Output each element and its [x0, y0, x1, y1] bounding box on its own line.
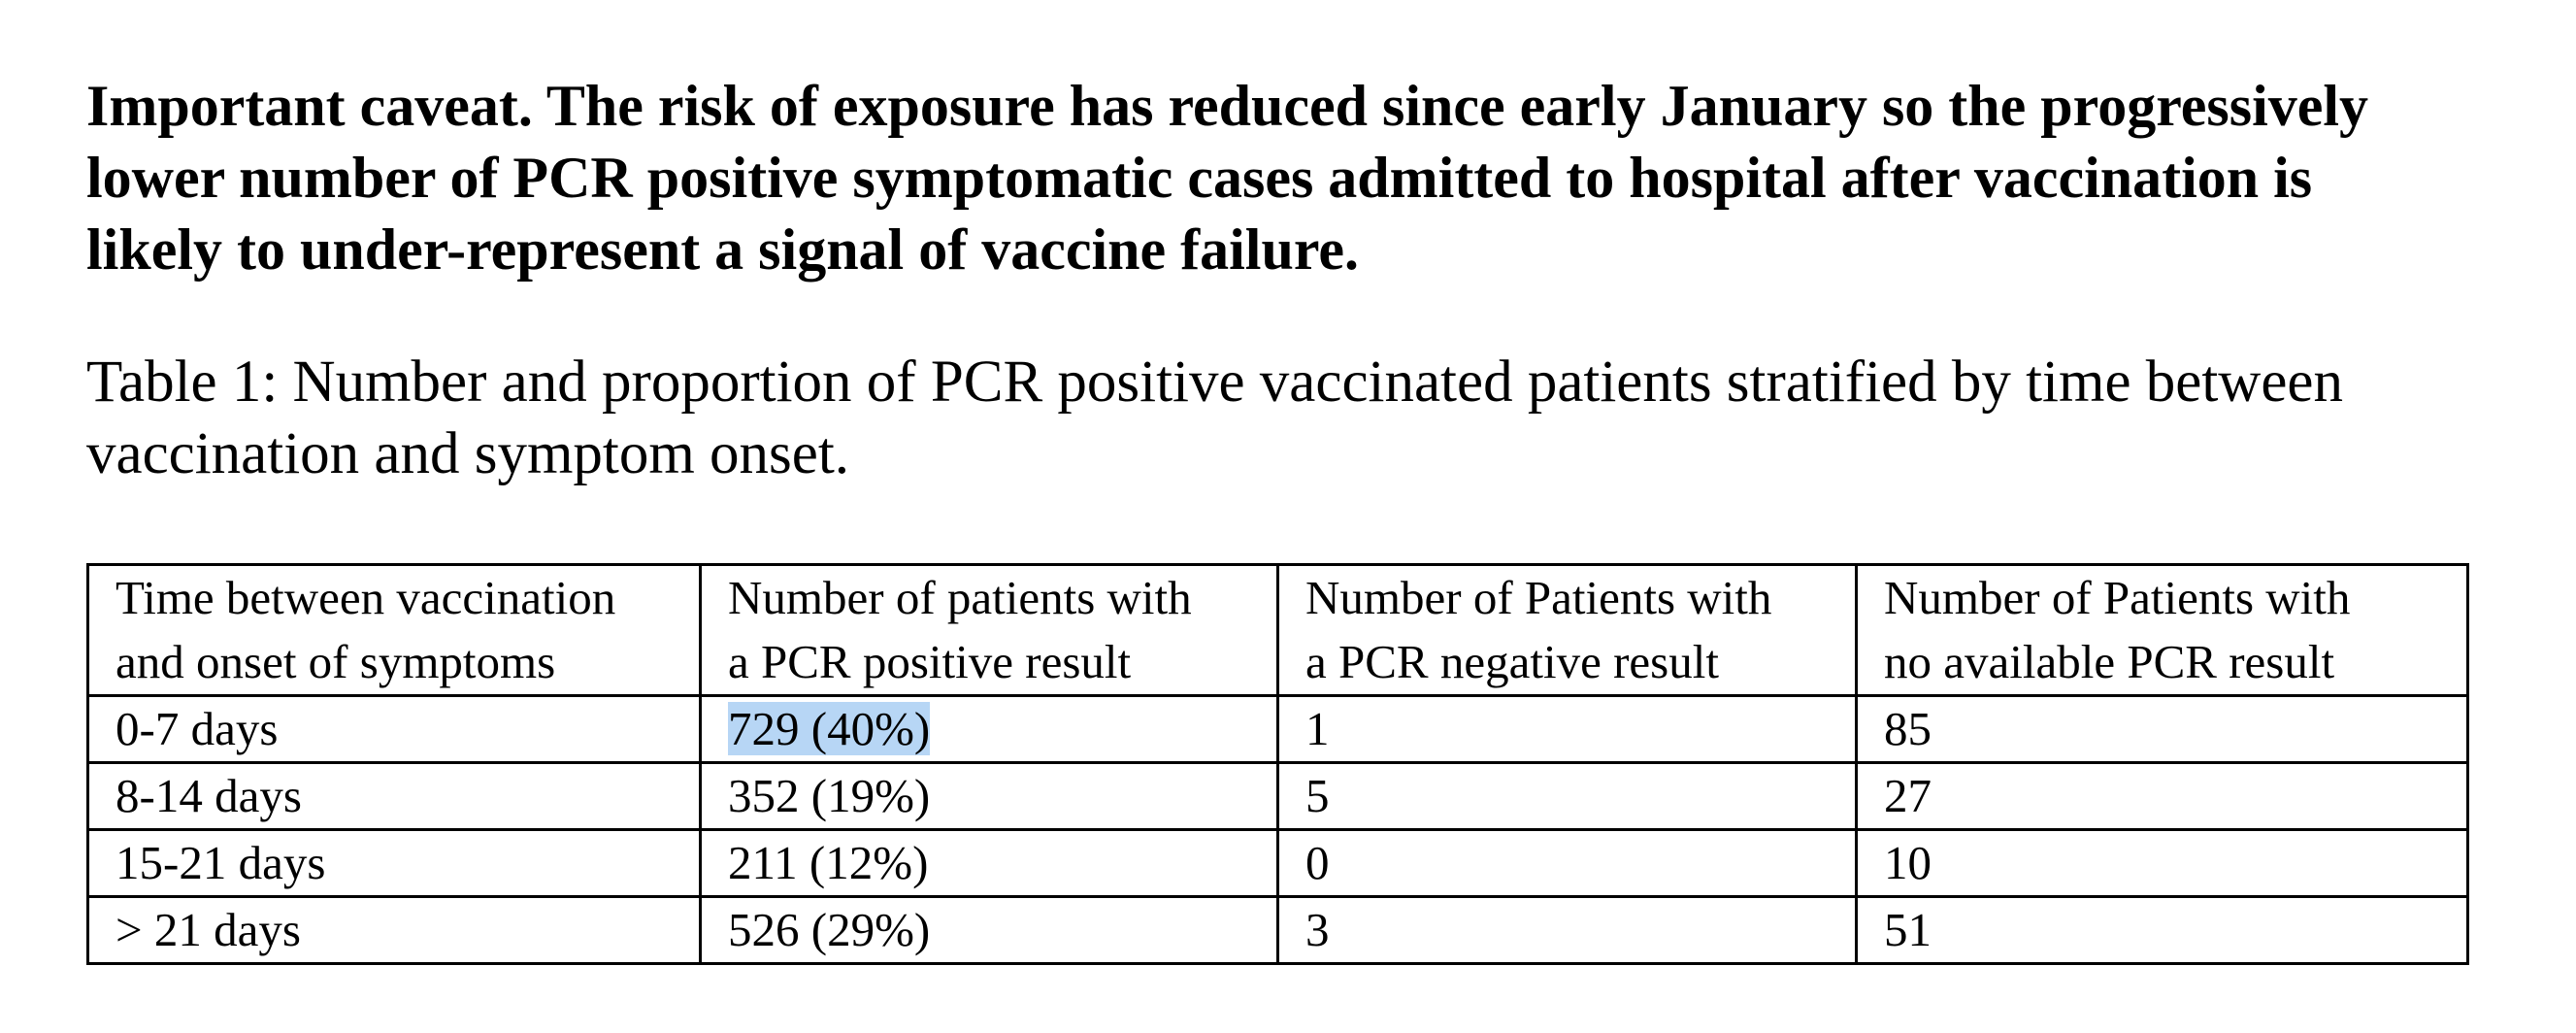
- table-cell: 0-7 days: [88, 696, 701, 763]
- caveat-line: Important caveat. The risk of exposure has reduced since early January so the progressively: [86, 74, 2369, 138]
- table-cell: 51: [1857, 897, 2468, 964]
- caveat-line: lower number of PCR positive symptomatic cases admitted to hospital after vaccination is: [86, 146, 2313, 210]
- table-cell: 0: [1278, 830, 1857, 897]
- table-cell: 85: [1857, 696, 2468, 763]
- table-row: [88, 897, 2468, 964]
- header-cell-time: Time between vaccination and onset of symptoms: [88, 565, 701, 696]
- selected-text[interactable]: 729 (40%): [728, 702, 931, 755]
- table-cell: 15-21 days: [88, 830, 701, 897]
- table-header-row: [88, 565, 2468, 696]
- caption-line: vaccination and symptom onset.: [86, 421, 850, 486]
- table-row: [88, 830, 2468, 897]
- caveat-line: likely to under-represent a signal of vaccine failure.: [86, 217, 1360, 282]
- table-cell: 3: [1278, 897, 1857, 964]
- table-row: [88, 696, 2468, 763]
- table-cell[interactable]: [701, 696, 1278, 763]
- header-cell-no-pcr: Number of Patients with no available PCR result: [1857, 565, 2468, 696]
- header-cell-pcr-positive: Number of patients with a PCR positive result: [701, 565, 1278, 696]
- table-row: [88, 763, 2468, 830]
- caveat-paragraph: [86, 70, 2513, 285]
- table-cell: 211 (12%): [701, 830, 1278, 897]
- table-cell: > 21 days: [88, 897, 701, 964]
- table-cell: 5: [1278, 763, 1857, 830]
- table-caption: [86, 347, 2513, 490]
- table-cell: 1: [1278, 696, 1857, 763]
- table-cell: 352 (19%): [701, 763, 1278, 830]
- header-cell-pcr-negative: Number of Patients with a PCR negative result: [1278, 565, 1857, 696]
- table-cell: 10: [1857, 830, 2468, 897]
- results-table: [86, 563, 2469, 965]
- table-cell: 526 (29%): [701, 897, 1278, 964]
- table-cell: 8-14 days: [88, 763, 701, 830]
- table-cell: 27: [1857, 763, 2468, 830]
- caption-line: Table 1: Number and proportion of PCR positive vaccinated patients stratified by time between: [86, 350, 2343, 415]
